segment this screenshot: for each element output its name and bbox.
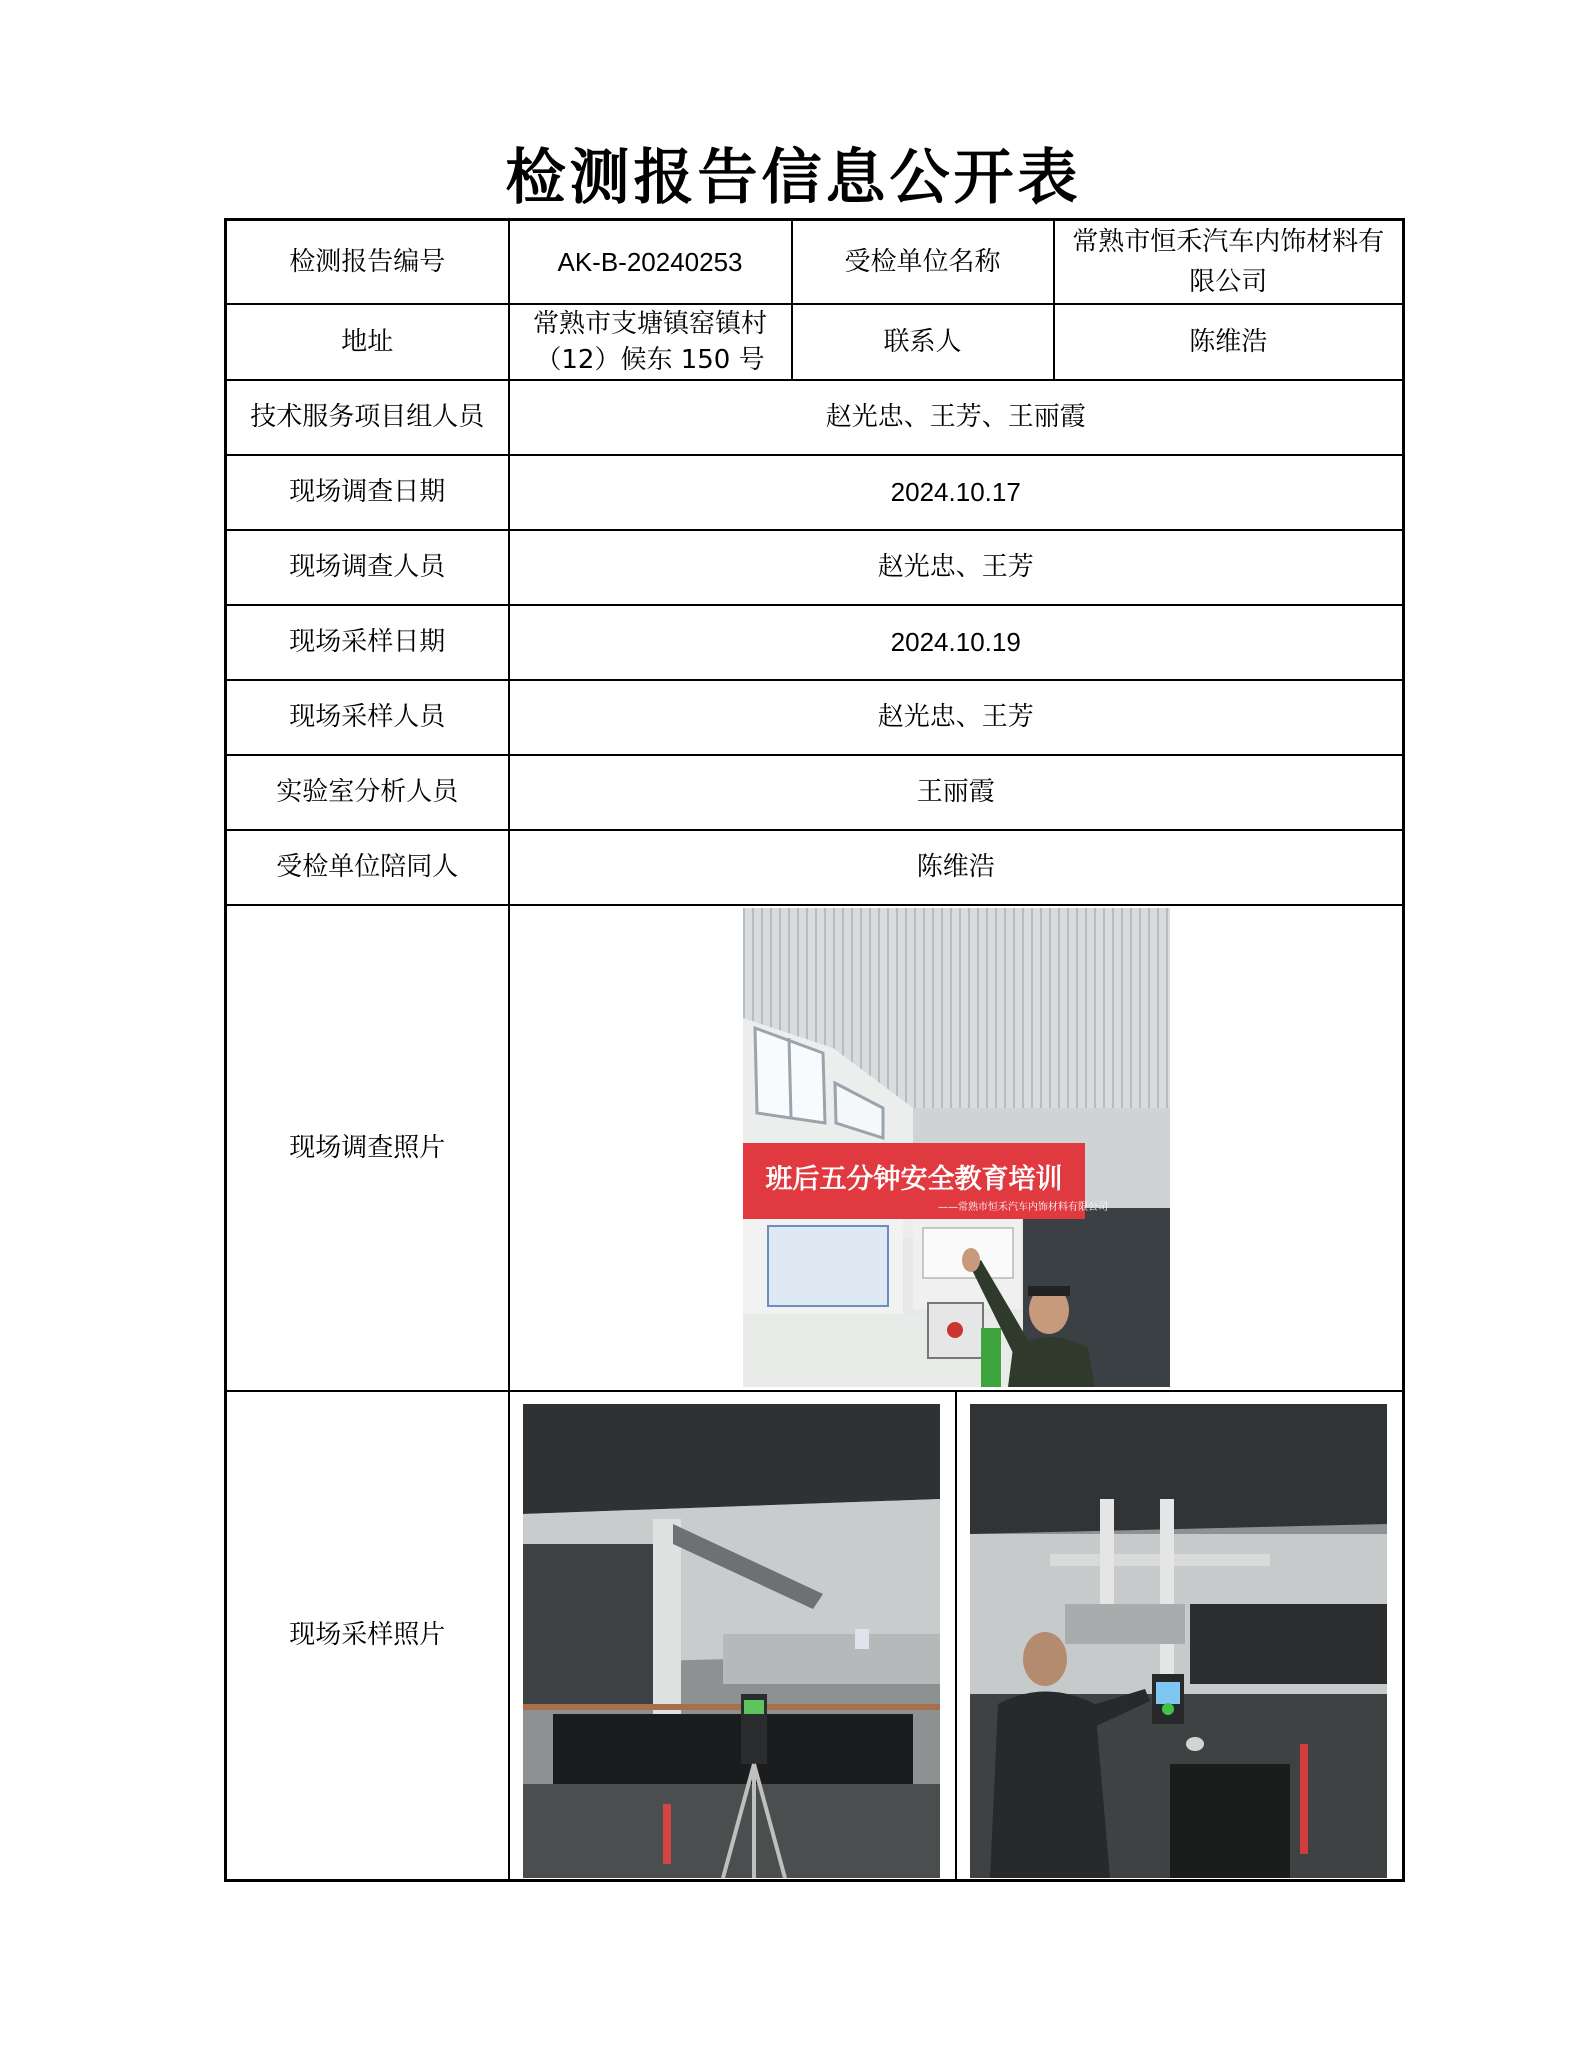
survey-date-label: 现场调查日期 [226,455,509,530]
banner-text: 班后五分钟安全教育培训 [765,1163,1062,1195]
sampling-photo-label: 现场采样照片 [226,1391,509,1881]
survey-staff-value: 赵光忠、王芳 [509,530,1404,605]
contact-label: 联系人 [792,304,1054,380]
lab-staff-label: 实验室分析人员 [226,755,509,830]
sampling-staff-value: 赵光忠、王芳 [509,680,1404,755]
table-row [226,220,1404,304]
survey-staff-label: 现场调查人员 [226,530,509,605]
address-value: 常熟市支塘镇窑镇村（12）候东 150 号 [509,304,792,380]
lab-staff-value: 王丽霞 [509,755,1404,830]
team-label: 技术服务项目组人员 [226,380,509,455]
sampling-date-value: 2024.10.19 [509,605,1404,680]
sampling-date-label: 现场采样日期 [226,605,509,680]
survey-photo-label: 现场调查照片 [226,905,509,1391]
table-row [226,830,1404,905]
unit-name-label: 受检单位名称 [792,220,1054,304]
survey-date-value: 2024.10.17 [509,455,1404,530]
sampling-photo-2 [970,1404,1387,1878]
escort-value: 陈维浩 [509,830,1404,905]
table-row [226,530,1404,605]
table-row [226,304,1404,380]
contact-value: 陈维浩 [1054,304,1404,380]
table-row [226,605,1404,680]
sampling-photo-1 [523,1404,940,1878]
info-table [224,218,1405,1882]
banner-subtext: ——常熟市恒禾汽车内饰材料有限公司 [937,1201,1108,1213]
table-row [226,1391,1404,1881]
survey-photo-cell [509,905,1404,1391]
team-value: 赵光忠、王芳、王丽霞 [509,380,1404,455]
table-row [226,680,1404,755]
photo-divider [955,1392,957,1880]
survey-photo [743,908,1170,1387]
table-row [226,905,1404,1391]
sampling-photo-cell [509,1391,1404,1881]
sampling-staff-label: 现场采样人员 [226,680,509,755]
address-label: 地址 [226,304,509,380]
page-title: 检测报告信息公开表 [505,143,1082,213]
report-no-label: 检测报告编号 [226,220,509,304]
table-row [226,380,1404,455]
report-no-value: AK-B-20240253 [509,220,792,304]
unit-name-value: 常熟市恒禾汽车内饰材料有限公司 [1054,220,1404,304]
escort-label: 受检单位陪同人 [226,830,509,905]
table-row [226,455,1404,530]
table-row [226,755,1404,830]
